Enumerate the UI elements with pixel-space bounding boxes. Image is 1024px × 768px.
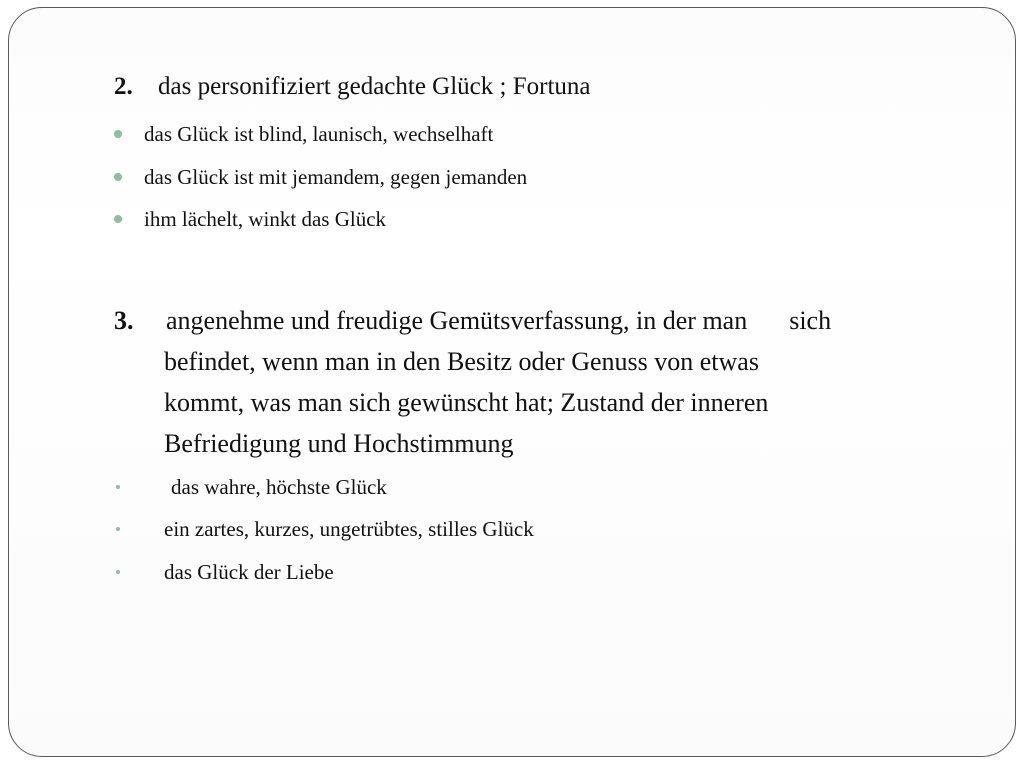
section-3-number: 3. (114, 306, 134, 335)
section-2-title: das personifiziert gedachte Glück ; Fortuna (158, 73, 591, 100)
bullet-dot-icon (114, 130, 122, 138)
definition-line (114, 300, 944, 341)
bullet-text: das Glück ist blind, launisch, wechselhaft (144, 122, 494, 146)
definition-line: Befriedigung und Hochstimmung (164, 429, 514, 458)
section-3-definition (114, 300, 944, 464)
definition-text: sich (789, 306, 832, 335)
bullet-dot-icon (114, 215, 122, 223)
definition-text: angenehme und freudige Gemütsverfassung, in der man (166, 306, 748, 335)
section-2-number: 2. (114, 73, 133, 100)
bullet-text: das wahre, höchste Glück (171, 475, 387, 499)
bullet-text: das Glück ist mit jemandem, gegen jemanden (144, 165, 528, 189)
bullet-dot-icon (116, 485, 120, 489)
bullet-text: das Glück der Liebe (164, 560, 334, 584)
bullet-dot-icon (116, 570, 120, 574)
bullet-text: ihm lächelt, winkt das Glück (144, 207, 387, 231)
definition-line: kommt, was man sich gewünscht hat; Zustand der inneren (164, 388, 769, 417)
section-2-heading (114, 72, 591, 102)
bullet-dot-icon (116, 527, 120, 531)
definition-line: befindet, wenn man in den Besitz oder Genuss von etwas (164, 347, 759, 376)
bullet-text: ein zartes, kurzes, ungetrübtes, stilles Glück (164, 517, 534, 541)
bullet-dot-icon (114, 173, 122, 181)
